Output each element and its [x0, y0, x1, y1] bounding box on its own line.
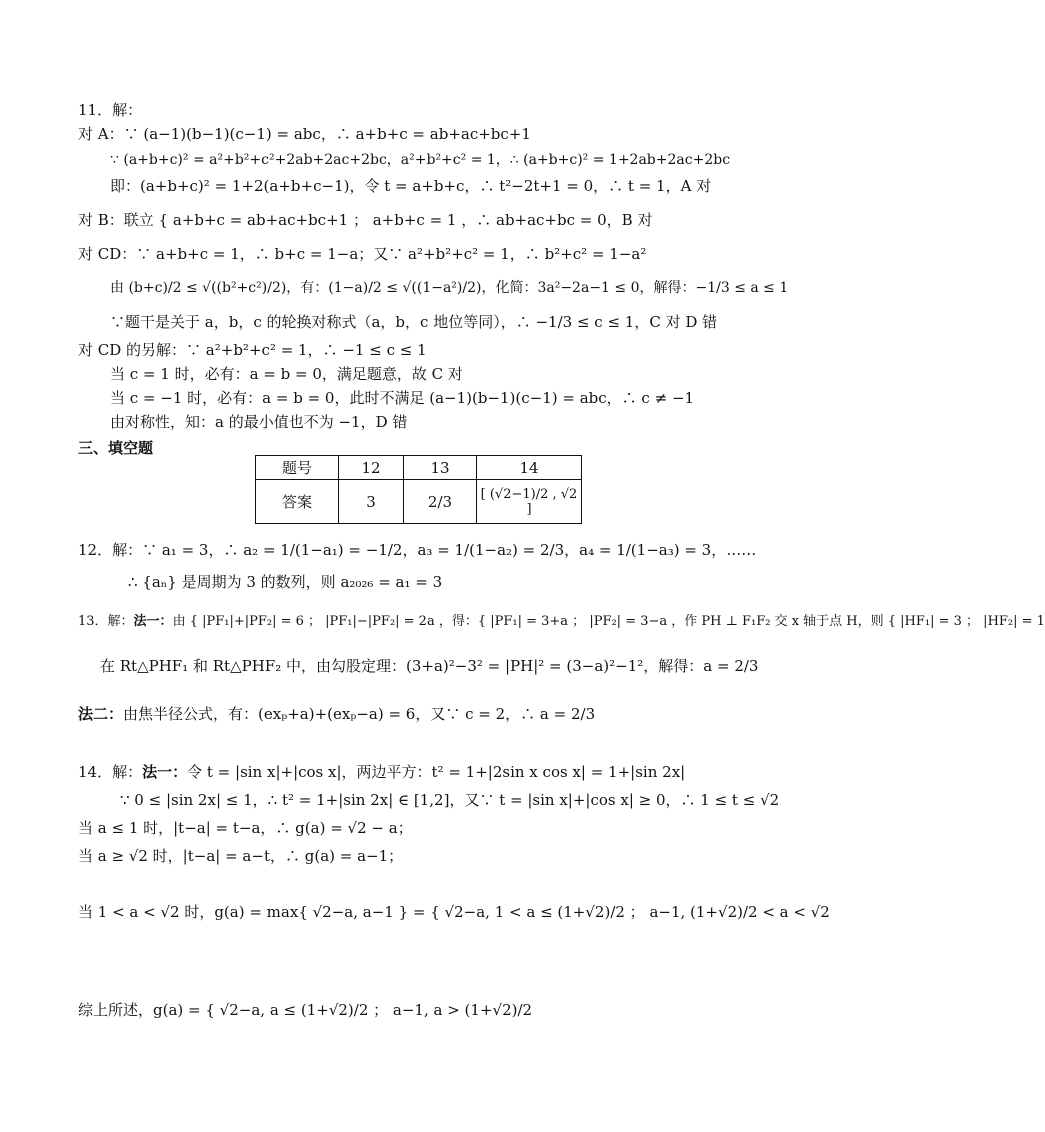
q11-heading: 11．解： [78, 101, 143, 119]
q13-line-3-text: 由焦半径公式，有：(exₚ+a)+(exₚ−a) = 6，又∵ c = 2，∴ a = 2/3 [123, 705, 596, 723]
section-title: 三、填空题 [78, 439, 154, 457]
q14-method-1: 法一： [142, 763, 188, 781]
q14-prefix: 14．解： [78, 763, 143, 781]
q14-line-1 [78, 762, 685, 782]
table-answer-13: 2/3 [404, 480, 477, 524]
q11-line-cd: 对 CD：∵ a+b+c = 1，∴ b+c = 1−a；又∵ a²+b²+c² = 1，∴ b²+c² = 1−a² [78, 245, 647, 263]
q11-line-t: 即：(a+b+c)² = 1+2(a+b+c−1)，令 t = a+b+c，∴ t²−2t+1 = 0，∴ t = 1，A 对 [110, 177, 712, 195]
q13-method-1: 法一： [133, 614, 173, 629]
table-number-14: 14 [477, 456, 582, 480]
table-answer-label: 答案 [256, 480, 339, 524]
table-number-13: 13 [404, 456, 477, 480]
q13-line-3 [78, 704, 595, 724]
q13-line-1 [78, 612, 1045, 632]
q12-line-2: ∴ {aₙ} 是周期为 3 的数列，则 a₂₀₂₆ = a₁ = 3 [128, 573, 443, 591]
q14-line-6: 综上所述，g(a) = { √2−a, a ≤ (1+√2)/2 ； a−1, a > (1+√2)/2 [78, 1001, 533, 1019]
q11-line-symmetry: ∵题干是关于 a，b，c 的轮换对称式（a，b，c 地位等同），∴ −1/3 ≤ c ≤ 1，C 对 D 错 [110, 313, 718, 331]
q11-line-alt: 对 CD 的另解：∵ a²+b²+c² = 1，∴ −1 ≤ c ≤ 1 [78, 341, 427, 359]
q11-line-a: 对 A：∵ (a−1)(b−1)(c−1) = abc，∴ a+b+c = ab+ac+bc+1 [78, 125, 531, 143]
q14-line-1-text: 令 t = |sin x|+|cos x|，两边平方：t² = 1+|2sin x cos x| = 1+|sin 2x| [187, 763, 686, 781]
q13-line-2: 在 Rt△PHF₁ 和 Rt△PHF₂ 中，由勾股定理：(3+a)²−3² = |PH|² = (3−a)²−1²，解得：a = 2/3 [100, 657, 759, 675]
q13-line-1-text: 由 { |PF₁|+|PF₂| = 6 ； |PF₁|−|PF₂| = 2a ，得：{ |PF₁| = 3+a ； |PF₂| = 3−a ，作 PH ⊥ F₁F₂ 交 x 轴于点 H，则 { |HF₁| = 3 ； |HF₂| = 1 [172, 614, 1045, 629]
table-number-12: 12 [339, 456, 404, 480]
q11-line-c1: 当 c = 1 时，必有：a = b = 0，满足题意，故 C 对 [110, 365, 463, 383]
table-answer-12: 3 [339, 480, 404, 524]
q14-line-5: 当 1 < a < √2 时，g(a) = max{ √2−a, a−1 } = { √2−a, 1 < a ≤ (1+√2)/2 ； a−1, (1+√2)/2 < a < √2 [78, 903, 830, 921]
q14-line-4: 当 a ≥ √2 时，|t−a| = a−t，∴ g(a) = a−1； [78, 847, 404, 865]
answer-table [255, 455, 582, 524]
q14-line-2: ∵ 0 ≤ |sin 2x| ≤ 1，∴ t² = 1+|sin 2x| ∈ [1,2]，又∵ t = |sin x|+|cos x| ≥ 0，∴ 1 ≤ t ≤ √2 [120, 791, 780, 809]
q13-method-2: 法二： [78, 705, 124, 723]
q12-line-1: 12．解：∵ a₁ = 3，∴ a₂ = 1/(1−a₁) = −1/2，a₃ = 1/(1−a₂) = 2/3，a₄ = 1/(1−a₃) = 3，…… [78, 541, 757, 559]
q14-line-3: 当 a ≤ 1 时，|t−a| = t−a，∴ g(a) = √2 − a； [78, 819, 413, 837]
q11-line-b: 对 B：联立 { a+b+c = ab+ac+bc+1 ； a+b+c = 1 ，∴ ab+ac+bc = 0，B 对 [78, 211, 653, 229]
table-answer-14: [ (√2−1)/2 , √2 ] [477, 480, 582, 524]
q13-prefix: 13．解： [78, 614, 134, 629]
table-header-label: 题号 [256, 456, 339, 480]
q11-line-inequality: 由 (b+c)/2 ≤ √((b²+c²)/2)，有：(1−a)/2 ≤ √((1−a²)/2)，化简：3a²−2a−1 ≤ 0，解得：−1/3 ≤ a ≤ 1 [110, 280, 789, 296]
q11-line-cm1: 当 c = −1 时，必有：a = b = 0，此时不满足 (a−1)(b−1)(c−1) = abc，∴ c ≠ −1 [110, 389, 695, 407]
q11-line-expand: ∵ (a+b+c)² = a²+b²+c²+2ab+2ac+2bc，a²+b²+c² = 1，∴ (a+b+c)² = 1+2ab+2ac+2bc [110, 152, 731, 168]
q11-line-conclusion: 由对称性，知：a 的最小值也不为 −1，D 错 [110, 413, 408, 431]
